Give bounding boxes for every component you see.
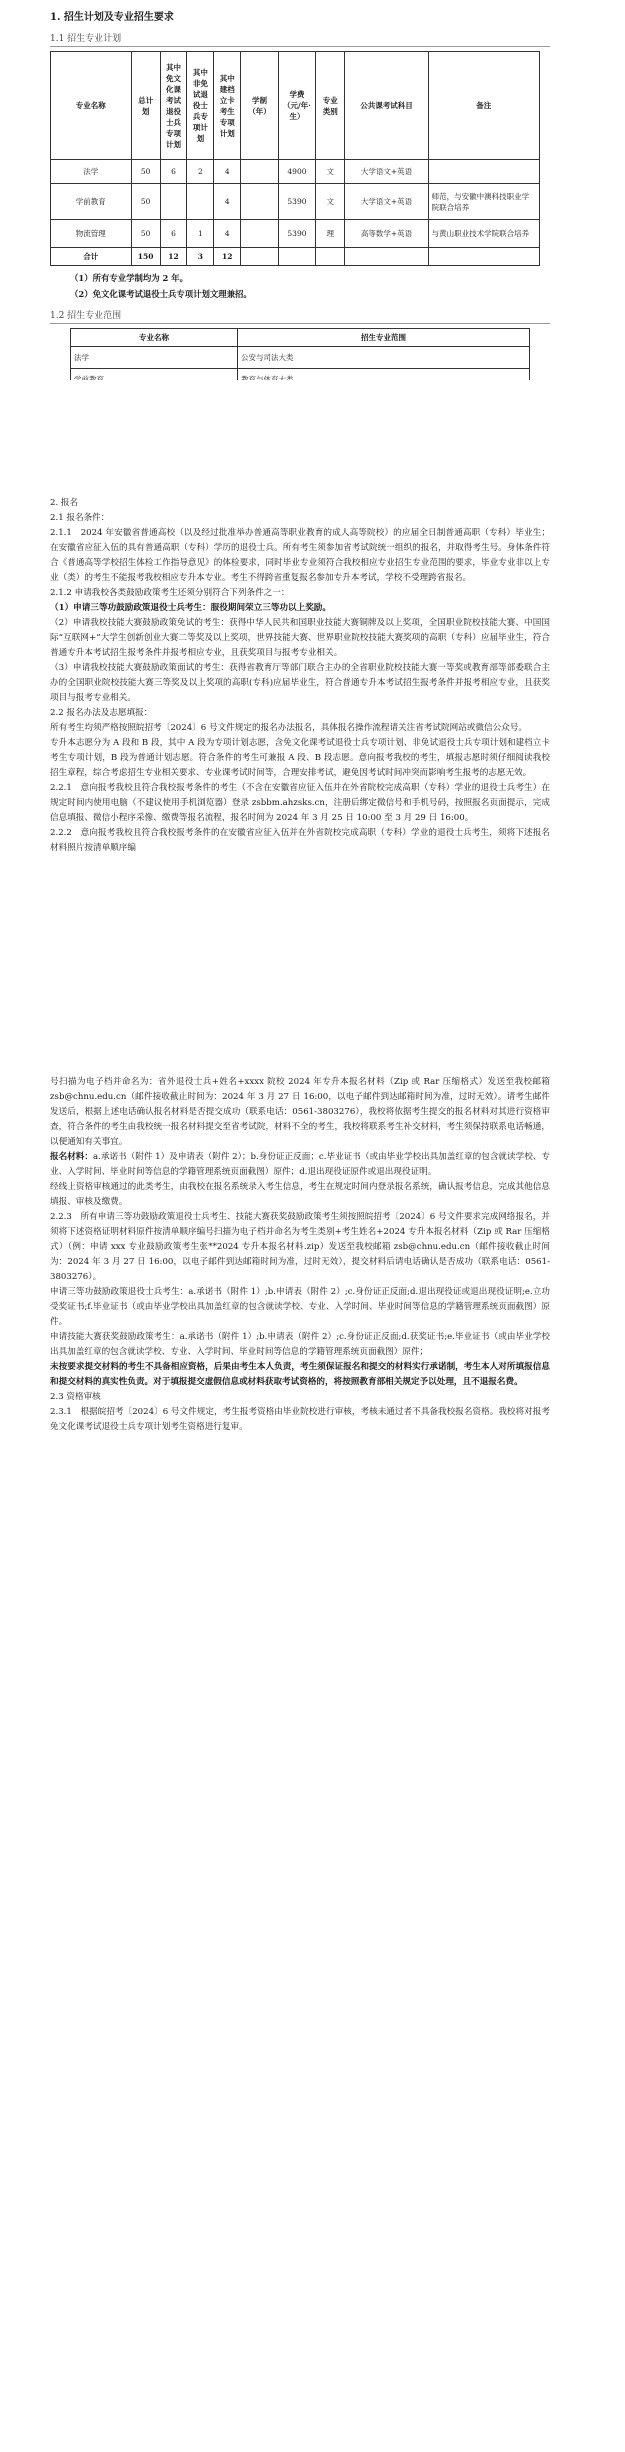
table-cell: [241, 184, 279, 220]
table-cell: 6: [160, 220, 187, 248]
heading-2-1: 2.1 报名条件：: [50, 513, 110, 523]
plan-header-row: [51, 52, 540, 160]
table-cell: 大学语文+英语: [345, 184, 428, 220]
table-cell: [278, 248, 315, 266]
table-cell: 法学: [51, 160, 132, 184]
table-row: [51, 248, 540, 266]
table-cell: 50: [131, 160, 160, 184]
scope-header: 专业名称: [71, 329, 238, 347]
table-cell: [241, 248, 279, 266]
scope-title: 1.2 招生专业范围: [50, 311, 122, 321]
table-cell: 物流管理: [51, 220, 132, 248]
table-cell: 法学: [71, 347, 238, 369]
plan-header: 学制（年）: [241, 52, 279, 160]
note-2: （2）免文化课考试退役士兵专项计划文理兼招。: [70, 289, 252, 299]
table-cell: 学前教育: [51, 184, 132, 220]
paragraph-2-2-3-a: 申请三等功鼓励政策退役士兵考生：a.承诺书（附件 1）;b.申请表（附件 2）;c.身份证正反面;d.退出现役证或退出现役证明;e.立功受奖证书;f.毕业证书（或由毕业学校出具加盖红章的包含就读学校、专业、入学时间、毕业时间等信息的学籍管理系统页面截图）原件。: [50, 1287, 550, 1327]
table-cell: 6: [160, 160, 187, 184]
table-cell: 50: [131, 184, 160, 220]
scope-header: 招生专业范围: [238, 329, 530, 347]
table-cell: 12: [214, 248, 241, 266]
paragraph-2-1-1: 2.1.1 2024 年安徽省普通高校（以及经过批准举办普通高等职业教育的成人高等院校）的应届全日制普通高职（专科）毕业生；在安徽省应征入伍的具有普通高职（专科）学历的退役士兵。所有考生须参加省考试院统一组织的报名，并取得考生号。身体条件符合《普通高等学校招生体检工作指导意见》的体检要求，同时毕业专业须符合我校相应专业招生专业范围的要求，毕业专业非以上专业（类）的考生不能报考我校相应专升本专业。考生不得跨省重复报名参加专升本考试，学校不受理跨省报名。: [50, 528, 550, 583]
paragraph-2-2-2: 2.2.2 意向报考我校且符合我校报考条件的在安徽省应征入伍并在外省院校完成高职（专科）学业的退役士兵考生，须将下述报名材料照片按清单顺序编: [50, 828, 550, 853]
paragraph-condition-2: （2）申请我校技能大赛鼓励政策免试的考生：获得中华人民共和国职业技能大赛铜牌及以上奖项，全国职业院校技能大赛、中国国际“互联网+”大学生创新创业大赛二等奖及以上奖项，世界技能大赛、世界职业院校技能大赛奖项的高职（专科）应届毕业生，符合普通专升本考试招生报考条件并报考相应专业，且获奖项目与报考专业相关。: [50, 618, 550, 658]
table-cell: 12: [160, 248, 187, 266]
table-cell: 1: [187, 220, 214, 248]
divider: [50, 323, 550, 324]
table-cell: [241, 220, 279, 248]
table-cell: 与黄山职业技术学院联合培养: [428, 220, 539, 248]
materials-text: a.承诺书（附件 1）及申请表（附件 2）；b.身份证正反面；c.毕业证书（或由毕业学校出具加盖红章的包含就读学校、专业、入学时间、毕业时间等信息的学籍管理系统页面截图）原件；d.退出现役证原件或退出现役证明。: [50, 1152, 550, 1177]
note-1: （1）所有专业学制均为 2 年。: [70, 273, 188, 283]
table-row: [51, 220, 540, 248]
table-cell: 4: [214, 184, 241, 220]
page-gap: [0, 995, 625, 1055]
materials-paragraph: [50, 1150, 550, 1180]
paragraph-2-2-3-b: 申请技能大赛获奖鼓励政策考生：a.承诺书（附件 1）;b.申请表（附件 2）;c.身份证正反面;d.获奖证书;e.毕业证书（或由毕业学校出具加盖红章的包含就读学校、专业、入学时间、毕业时间等信息的学籍管理系统页面截图）原件；: [50, 1332, 550, 1357]
plan-header: 公共课考试科目: [345, 52, 428, 160]
plan-header: 其中免文化课考试退役士兵专项计划: [160, 52, 187, 160]
table-cell: [160, 184, 187, 220]
table-cell: 4: [214, 220, 241, 248]
table-cell: 文: [316, 184, 345, 220]
table-cell: [316, 248, 345, 266]
heading-2-3: 2.3 资格审核: [50, 1392, 101, 1402]
heading-2-2: 2.2 报名办法及志愿填报：: [50, 708, 153, 718]
paragraph-condition-3: （3）申请我校技能大赛鼓励政策面试的考生：获得省教育厅等部门联合主办的全省职业院校技能大赛一等奖或教育部等部委联合主办的全国职业院校技能大赛三等奖及以上奖项的高职(专科)应届毕业生，符合普通专升本考试招生报考条件并报考相应专业，且获奖项目与报考专业相关。: [50, 663, 550, 703]
paragraph-2-2-1: 2.2.1 意向报考我校且符合我校报考条件的考生（不含在安徽省应征入伍并在外省院校完成高职（专科）学业的退役士兵考生）在规定时间内使用电脑（不建议使用手机浏览器）登录 zsbbm.ahzsks.cn，注册后绑定微信号和手机号码，按照报名页面提示，完成信息填报、微信小程序采像、缴费等报名流程，报名时间为 2024 年 3 月 25 日 10:00 至 3 月 29 日 16:00。: [50, 783, 550, 823]
paragraph-materials-2: 经线上资格审核通过的此类考生，由我校在报名系统录入考生信息，考生在规定时间内登录报名系统，确认报考信息，完成其他信息填报、审核及缴费。: [50, 1182, 550, 1207]
table-cell: 合计: [51, 248, 132, 266]
table-row: [71, 347, 530, 369]
materials-label: 报名材料：: [50, 1152, 93, 1162]
table-cell: 大学语文+英语: [345, 160, 428, 184]
table-cell: 4: [214, 160, 241, 184]
table-cell: 2: [187, 160, 214, 184]
plan-table: [50, 51, 540, 266]
plan-header: 专业名称: [51, 52, 132, 160]
table-cell: [428, 248, 539, 266]
table-cell: [187, 184, 214, 220]
plan-header: 备注: [428, 52, 539, 160]
paragraph-condition-1: （1）申请三等功鼓励政策退役士兵考生：服役期间荣立三等功以上奖励。: [50, 603, 331, 613]
divider: [50, 46, 550, 47]
paragraph-2-2-3: 2.2.3 所有申请三等功鼓励政策退役士兵考生、技能大赛获奖鼓励政策考生须按照皖招考〔2024〕6 号文件要求完成网络报名，并须将下述资格证明材料原件按清单顺序编号扫描为电子档并命名为考生类别+考生姓名+2024 专升本报名材料（Zip 或 Rar 压缩格式）（例：申请 xxx 专业鼓励政策考生张**2024 专升本报名材料.zip）发送至我校邮箱 zsb@chnu.edu.cn（邮件接收截止时间为：2024 年 3 月 27 日 16:00，以电子邮件到达邮箱时间为准，过时无效），提交材料后请电话确认是否成功（联系电话：0561-3803276）。: [50, 1212, 550, 1282]
table-cell: [241, 160, 279, 184]
plan-header: 学费（元/年·生）: [278, 52, 315, 160]
plan-header: 专业类别: [316, 52, 345, 160]
paragraph-2-2-b: 专升本志愿分为 A 段和 B 段，其中 A 段为专项计划志愿，含免文化课考试退役士兵专项计划、非免试退役士兵专项计划和建档立卡考生专项计划，B 段为普通计划志愿。符合条件的考生可兼报 A 段、B 段志愿。意向报考我校的考生，填报志愿时须仔细阅读我校招生章程，综合考虑招生专业相关要求、专业课考试时间等，合理安排考试，避免因考试时间冲突而影响考生报考的志愿无效。: [50, 738, 550, 778]
plan-header: 其中非免试退役士兵专项计划: [187, 52, 214, 160]
heading-2: 2. 报名: [50, 498, 79, 508]
page-2: [0, 460, 625, 995]
paragraph-2-2-3-c: 未按要求提交材料的考生不具备相应资格，后果由考生本人负责，考生须保证报名和提交的材料实行承诺制，考生本人对所填报信息和提交材料的真实性负责。对于填报提交虚假信息或材料获取考试资格的，将按照教育部相关规定予以处理，且不退报名费。: [50, 1362, 550, 1387]
table-cell: [345, 248, 428, 266]
table-cell: 5390: [278, 184, 315, 220]
table-cell: [428, 160, 539, 184]
page-gap: [0, 380, 625, 460]
table-cell: 150: [131, 248, 160, 266]
paragraph-2-3-1: 2.3.1 根据皖招考〔2024〕6 号文件规定，考生报考资格由毕业院校进行审核，考核未通过者不具备我校报名资格。我校将对报考免文化课考试退役士兵专项计划考生资格进行复审。: [50, 1407, 550, 1432]
table-row: [51, 184, 540, 220]
table-cell: 师范，与安徽中澳科技职业学院联合培养: [428, 184, 539, 220]
table-cell: 公安与司法大类: [238, 347, 530, 369]
plan-title: 1.1 招生专业计划: [50, 34, 122, 44]
table-cell: 5390: [278, 220, 315, 248]
table-cell: 50: [131, 220, 160, 248]
page-1: [0, 0, 625, 380]
table-cell: 4900: [278, 160, 315, 184]
plan-header: 总计划: [131, 52, 160, 160]
paragraph-2-2-a: 所有考生均须严格按照皖招考〔2024〕6 号文件规定的报名办法报名，具体报名操作流程请关注省考试院网站或微信公众号。: [50, 723, 527, 733]
table-row: [51, 160, 540, 184]
paragraph-2-1-2: 2.1.2 申请我校各类鼓励政策考生还须分别符合下列条件之一：: [50, 588, 290, 598]
page-3: [0, 1055, 625, 2452]
plan-header: 其中建档立卡考生专项计划: [214, 52, 241, 160]
table-cell: 文: [316, 160, 345, 184]
table-cell: 高等数学+英语: [345, 220, 428, 248]
paragraph-2-2-2-cont: 号扫描为电子档并命名为：省外退役士兵+姓名+xxxx 院校 2024 年专升本报名材料（Zip 或 Rar 压缩格式）发送至我校邮箱 zsb@chnu.edu.cn（邮件接收截止时间为：2024 年 3 月 27 日 16:00，以电子邮件到达邮箱时间为准，过时无效）。请考生邮件发送后，根据上述电话确认报名材料是否提交成功（联系电话：0561-3803276），我校将依据考生提交的报名材料对其进行资格审查，符合条件的考生由我校统一报名材料提交至省考试院，材料不全的考生，我校将联系考生补交材料，考生须保持联系电话畅通，以便通知有关事宜。: [50, 1077, 550, 1147]
scope-header-row: [71, 329, 530, 347]
table-cell: 理: [316, 220, 345, 248]
section-heading-1: 1. 招生计划及专业招生要求: [50, 12, 174, 23]
table-cell: 3: [187, 248, 214, 266]
